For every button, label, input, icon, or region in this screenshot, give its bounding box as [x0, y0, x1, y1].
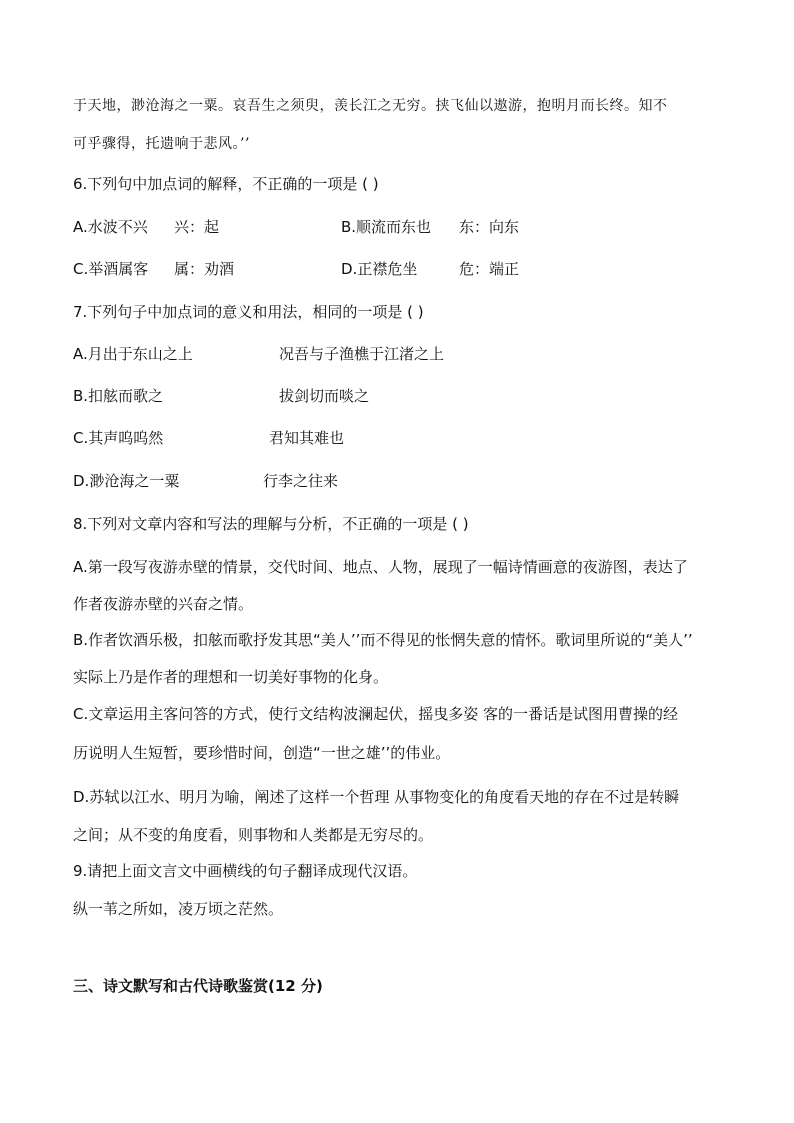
- q7-option-b: B.扣舷而歌之: [73, 387, 164, 405]
- section-3-heading: 三、诗文默写和古代诗歌鉴赏(12 分): [73, 977, 323, 995]
- q6-option-a: A.水波不兴: [73, 218, 148, 236]
- q8-option-c-line-1: C.文章运用主客问答的方式，使行文结构波澜起伏，摇曳多姿 客的一番话是试图用曹操的经: [73, 705, 679, 723]
- q6-option-a-gloss: 兴：起: [174, 218, 220, 236]
- q7-option-c-compare: 君知其难也: [269, 429, 345, 447]
- question-6-options-cd: [73, 259, 773, 279]
- q8-option-a-line-2: 作者夜游赤壁的兴奋之情。: [73, 595, 254, 613]
- q6-option-d-gloss: 危：端正: [459, 260, 520, 278]
- q6-option-b-gloss: 东：向东: [459, 218, 520, 236]
- q7-option-b-compare: 拔剑切而啖之: [279, 387, 370, 405]
- question-9-stem: 9.请把上面文言文中画横线的句子翻译成现代汉语。: [73, 862, 418, 880]
- q6-option-b: B.顺流而东也: [341, 218, 432, 236]
- q9-sentence: 纵一苇之所如，凌万顷之茫然。: [73, 900, 284, 918]
- q8-option-b-line-1: B.作者饮酒乐极，扣舷而歌抒发其思“美人’’而不得见的怅惘失意的情怀。歌词里所说的“美人’’: [73, 631, 693, 649]
- passage-line-2: 可乎骤得，托遗响于悲风。’’: [73, 136, 250, 152]
- q6-option-c-gloss: 属：劝酒: [174, 260, 235, 278]
- q7-option-a-compare: 况吾与子渔樵于江渚之上: [279, 345, 445, 363]
- q6-option-c: C.举酒属客: [73, 260, 149, 278]
- q7-option-d-row: [73, 471, 773, 491]
- q7-option-a: A.月出于东山之上: [73, 345, 193, 363]
- q7-option-b-row: [73, 386, 773, 406]
- q7-option-c-row: [73, 428, 773, 448]
- question-7-stem: 7.下列句子中加点词的意义和用法，相同的一项是 ( ): [73, 303, 424, 321]
- q8-option-d-line-2: 之间；从不变的角度看，则事物和人类都是无穷尽的。: [73, 826, 434, 844]
- passage-line-1: 于天地，渺沧海之一粟。哀吾生之须臾，羡长江之无穷。挟飞仙以遨游，抱明月而长终。知不: [73, 98, 668, 114]
- question-6-options-ab: [73, 217, 773, 237]
- q8-option-b-line-2: 实际上乃是作者的理想和一切美好事物的化身。: [73, 668, 389, 686]
- q8-option-d-line-1: D.苏轼以江水、明月为喻，阐述了这样一个哲理 从事物变化的角度看天地的存在不过是转瞬: [73, 788, 680, 806]
- question-6-stem: 6.下列句中加点词的解释，不正确的一项是 ( ): [73, 175, 379, 193]
- q7-option-d: D.渺沧海之一粟: [73, 472, 180, 490]
- q8-option-c-line-2: 历说明人生短暂，要珍惜时间，创造“一世之雄’’的伟业。: [73, 744, 451, 762]
- q7-option-a-row: [73, 344, 773, 364]
- q6-option-d: D.正襟危坐: [341, 260, 418, 278]
- q8-option-a-line-1: A.第一段写夜游赤壁的情景，交代时间、地点、人物，展现了一幅诗情画意的夜游图，表达了: [73, 558, 688, 576]
- q7-option-d-compare: 行李之往来: [263, 472, 339, 490]
- question-8-stem: 8.下列对文章内容和写法的理解与分析，不正确的一项是 ( ): [73, 515, 469, 533]
- q7-option-c: C.其声呜呜然: [73, 429, 164, 447]
